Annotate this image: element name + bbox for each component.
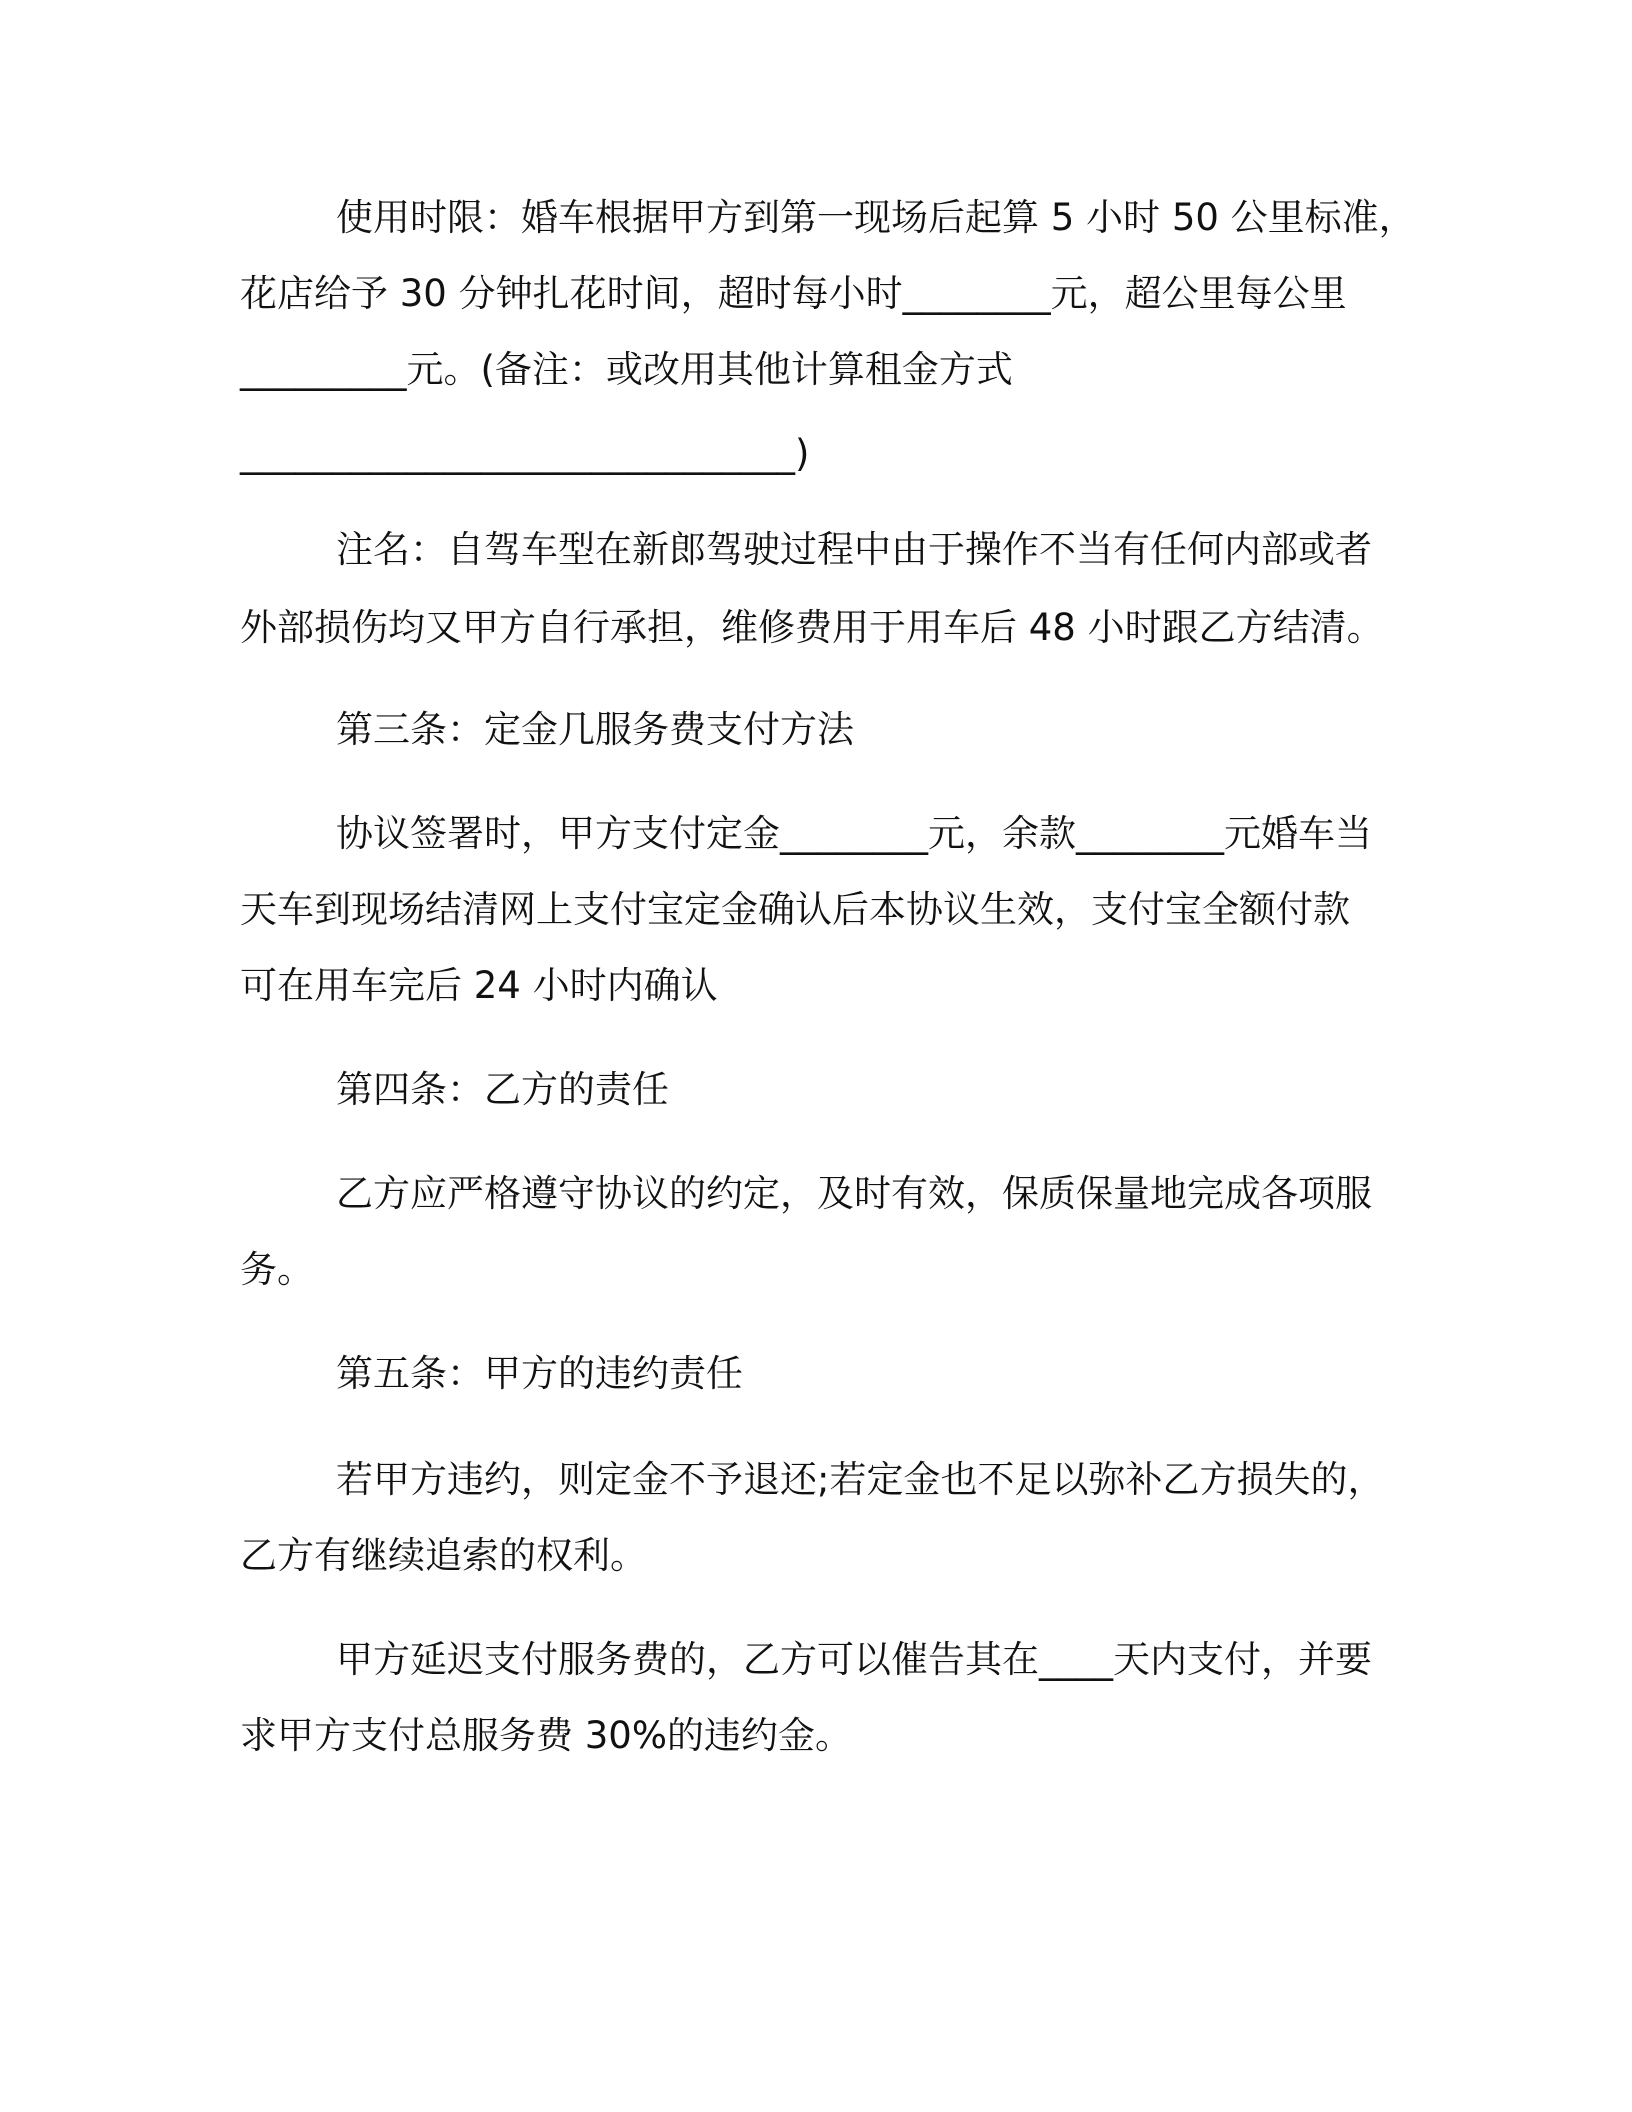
late-payment-line-1: 甲方延迟支付服务费的，乙方可以催告其在____天内支付，并要 bbox=[336, 1638, 1372, 1681]
article-3-heading: 第三条：定金几服务费支付方法 bbox=[336, 708, 854, 751]
usage-period-line-4: ______________________________) bbox=[240, 432, 810, 475]
note-line-2: 外部损伤均又甲方自行承担，维修费用于用车后 48 小时跟乙方结清。 bbox=[240, 606, 1384, 649]
usage-period-line-2: 花店给予 30 分钟扎花时间，超时每小时________元，超公里每公里 bbox=[240, 272, 1347, 315]
late-payment-line-2: 求甲方支付总服务费 30%的违约金。 bbox=[240, 1714, 852, 1757]
payment-line-1: 协议签署时，甲方支付定金________元，余款________元婚车当 bbox=[336, 812, 1372, 855]
breach-line-1: 若甲方违约，则定金不予退还;若定金也不足以弥补乙方损失的， bbox=[336, 1458, 1385, 1501]
usage-period-line-3: _________元。(备注：或改用其他计算租金方式 bbox=[240, 348, 1013, 391]
payment-line-2: 天车到现场结清网上支付宝定金确认后本协议生效，支付宝全额付款 bbox=[240, 888, 1350, 931]
party-b-duty-line-1: 乙方应严格遵守协议的约定，及时有效，保质保量地完成各项服 bbox=[336, 1172, 1372, 1215]
breach-line-2: 乙方有继续追索的权利。 bbox=[240, 1534, 647, 1577]
usage-period-line-1: 使用时限：婚车根据甲方到第一现场后起算 5 小时 50 公里标准， bbox=[336, 196, 1416, 239]
article-4-heading: 第四条：乙方的责任 bbox=[336, 1068, 669, 1111]
article-5-heading: 第五条：甲方的违约责任 bbox=[336, 1352, 743, 1395]
party-b-duty-line-2: 务。 bbox=[240, 1248, 314, 1291]
note-line-1: 注名：自驾车型在新郎驾驶过程中由于操作不当有任何内部或者 bbox=[336, 528, 1372, 571]
payment-line-3: 可在用车完后 24 小时内确认 bbox=[240, 964, 718, 1007]
